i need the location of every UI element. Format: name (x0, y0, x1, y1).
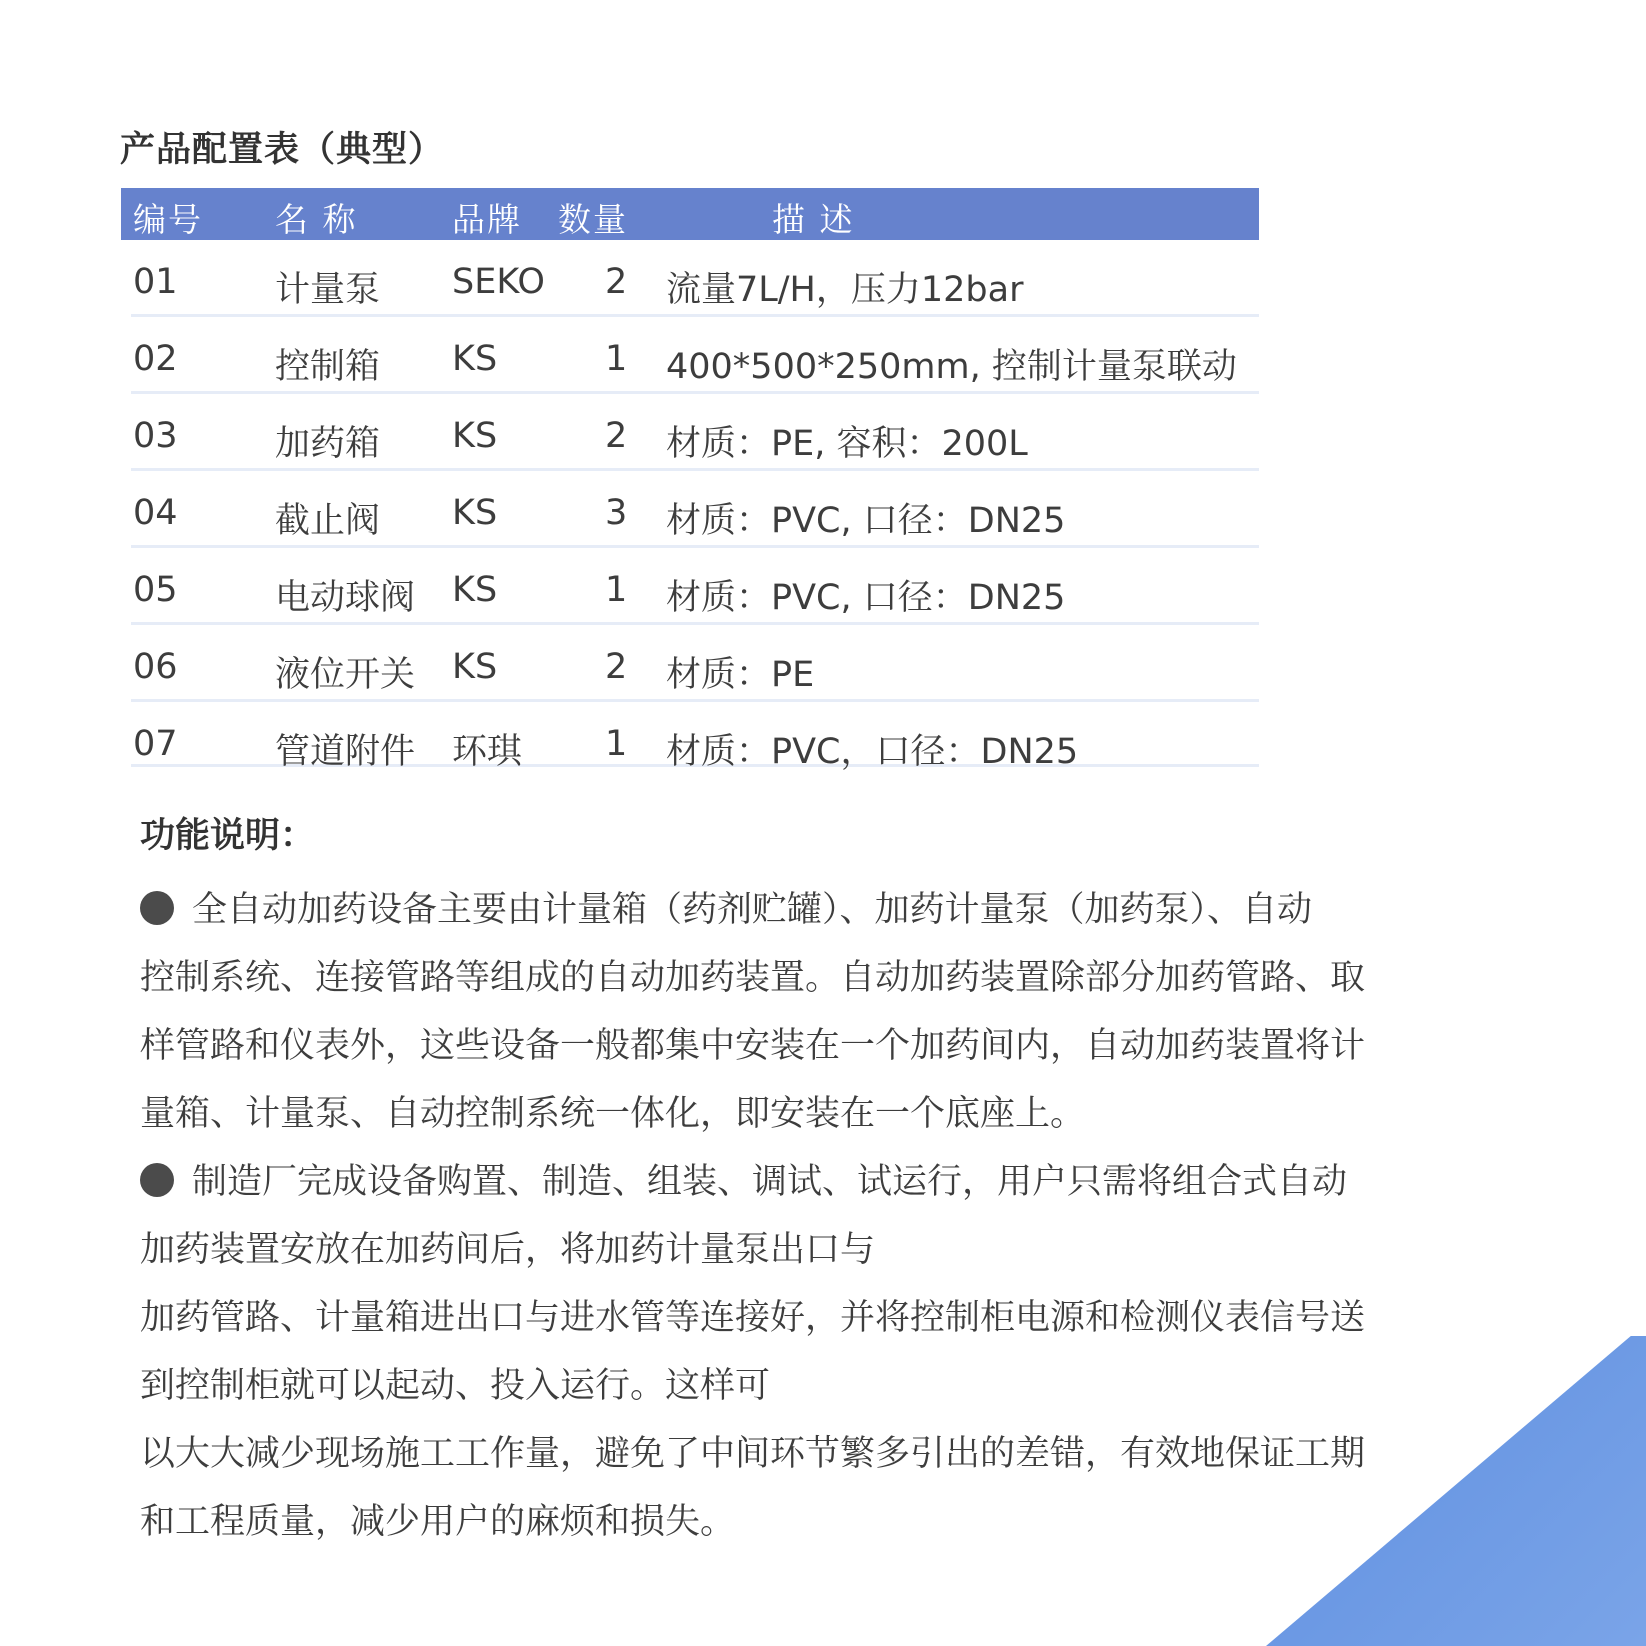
paragraph-line: 控制系统、连接管路等组成的自动加药装置。自动加药装置除部分加药管路、取 (140, 958, 1366, 998)
cell-id: 06 (133, 647, 178, 687)
cell-name: 管道附件 (275, 732, 416, 772)
cell-desc: 材质：PE (666, 655, 815, 695)
table-row (131, 394, 1259, 471)
table-row (131, 471, 1259, 548)
cell-brand: KS (452, 493, 498, 533)
bullet-icon (140, 1163, 174, 1197)
cell-desc: 材质：PE, 容积：200L (666, 424, 1028, 464)
paragraph-line: 到控制柜就可以起动、投入运行。这样可 (140, 1366, 771, 1406)
cell-desc: 材质：PVC, 口径：DN25 (666, 578, 1066, 618)
cell-desc: 材质：PVC，口径：DN25 (666, 732, 1079, 772)
cell-desc: 材质：PVC, 口径：DN25 (666, 501, 1066, 541)
cell-id: 03 (133, 416, 178, 456)
cell-name: 计量泵 (275, 270, 381, 310)
cell-name: 截止阀 (275, 501, 381, 541)
cell-qty: 2 (605, 647, 628, 687)
cell-brand: KS (452, 647, 498, 687)
cell-qty: 2 (605, 416, 628, 456)
table-row (131, 548, 1259, 625)
table-body (121, 240, 1259, 772)
bullet-icon (140, 891, 174, 925)
cell-desc: 400*500*250mm, 控制计量泵联动 (666, 347, 1237, 387)
cell-brand: KS (452, 570, 498, 610)
cell-id: 04 (133, 493, 178, 533)
paragraph-text: 制造厂完成设备购置、制造、组装、调试、试运行，用户只需将组合式自动 (192, 1162, 1348, 1202)
header-qty: 数量 (558, 200, 628, 239)
table-row (131, 317, 1259, 394)
paragraph-line (140, 876, 1520, 944)
function-body (140, 876, 1520, 1556)
paragraph-line: 量箱、计量泵、自动控制系统一体化，即安装在一个底座上。 (140, 1094, 1086, 1134)
cell-id: 01 (133, 262, 178, 302)
paragraph-line: 和工程质量，减少用户的麻烦和损失。 (140, 1502, 736, 1542)
header-brand: 品牌 (452, 200, 522, 239)
function-heading: 功能说明： (140, 816, 316, 856)
cell-brand: KS (452, 339, 498, 379)
cell-name: 电动球阀 (275, 578, 416, 618)
cell-qty: 1 (605, 724, 628, 764)
config-table (121, 188, 1259, 772)
cell-desc: 流量7L/H，压力12bar (666, 270, 1024, 310)
cell-id: 07 (133, 724, 178, 764)
cell-qty: 1 (605, 339, 628, 379)
cell-name: 液位开关 (275, 655, 416, 695)
cell-id: 05 (133, 570, 178, 610)
table-row (131, 625, 1259, 702)
header-name: 名 称 (275, 200, 358, 239)
cell-name: 控制箱 (275, 347, 381, 387)
cell-qty: 2 (605, 262, 628, 302)
cell-brand: KS (452, 416, 498, 456)
function-section (140, 808, 1520, 1556)
paragraph-line: 样管路和仪表外，这些设备一般都集中安装在一个加药间内，自动加药装置将计 (140, 1026, 1366, 1066)
table-row (131, 240, 1259, 317)
table-header (121, 188, 1259, 240)
paragraph-line: 加药管路、计量箱进出口与进水管等连接好，并将控制柜电源和检测仪表信号送 (140, 1298, 1366, 1338)
header-desc: 描 述 (772, 200, 855, 239)
cell-qty: 3 (605, 493, 628, 533)
cell-id: 02 (133, 339, 178, 379)
header-id: 编号 (133, 200, 203, 239)
paragraph-line (140, 1148, 1520, 1216)
page-title: 产品配置表（典型） (120, 130, 445, 170)
cell-qty: 1 (605, 570, 628, 610)
cell-name: 加药箱 (275, 424, 381, 464)
cell-brand: SEKO (452, 262, 545, 302)
paragraph-text: 全自动加药设备主要由计量箱（药剂贮罐）、加药计量泵（加药泵）、自动 (192, 890, 1313, 930)
cell-brand: 环琪 (452, 732, 523, 772)
paragraph-line: 以大大减少现场施工工作量，避免了中间环节繁多引出的差错，有效地保证工期 (140, 1434, 1366, 1474)
paragraph-line: 加药装置安放在加药间后，将加药计量泵出口与 (140, 1230, 876, 1270)
table-row (131, 702, 1259, 772)
